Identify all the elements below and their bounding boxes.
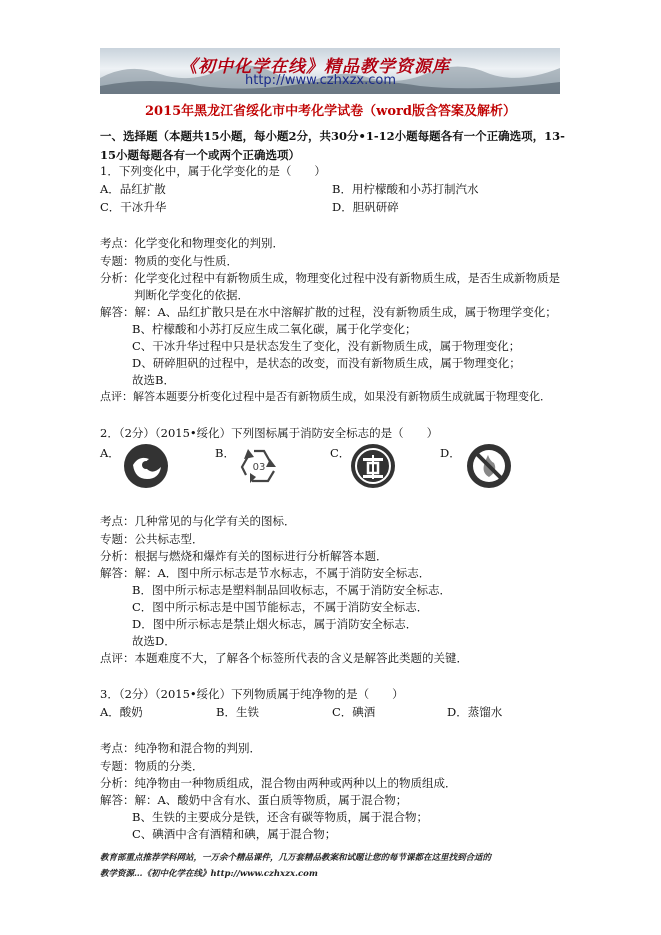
q1-zhuanti: 专题：物质的变化与性质． <box>100 254 238 268</box>
q1-jieda-line5: 故选B． <box>132 373 175 387</box>
q2-jieda-line4: D．图中所示标志是禁止烟火标志，属于消防安全标志． <box>132 617 418 631</box>
q3-jieda-line3: C、碘酒中含有酒精和碘，属于混合物； <box>132 827 337 841</box>
q2-jieda-line5: 故选D． <box>132 634 176 648</box>
q1-option-d: D．胆矾研碎 <box>332 200 399 214</box>
q3-zhuanti: 专题：物质的分类． <box>100 759 204 773</box>
q3-jieda-line1: 解答：解：A、酸奶中含有水、蛋白质等物质，属于混合物； <box>100 793 408 807</box>
banner-title: 《初中化学在线》精品教学资源库 <box>180 57 450 77</box>
q2-stem: 2．（2分）（2015•绥化）下列图标属于消防安全标志的是（ ） <box>100 426 439 440</box>
footer-line1: 教育部重点推荐学科网站，一万余个精品课件，几万套精品教案和试题让您的每节课都在这里找到合适的 <box>100 853 492 863</box>
recycle-code-text: 03 <box>252 462 266 473</box>
q1-kaodian: 考点：化学变化和物理变化的判别． <box>100 236 284 250</box>
q2-jieda-line1: 解答：解：A．图中所示标志是节水标志，不属于消防安全标志． <box>100 566 431 580</box>
q1-fenxi-line2: 判断化学变化的依据． <box>134 288 249 302</box>
banner-url-link[interactable]: http://www.czhxzx.com <box>245 73 396 88</box>
q3-fenxi: 分析：纯净物由一种物质组成，混合物由两种或两种以上的物质组成． <box>100 776 457 790</box>
q1-jieda-line4: D、研碎胆矾的过程中，是状态的改变，而没有新物质生成，属于物理变化； <box>132 356 521 370</box>
q2-kaodian: 考点：几种常见的与化学有关的图标． <box>100 514 296 528</box>
footer-line2[interactable]: 教学资源…《初中化学在线》http://www.czhxzx.com <box>100 869 318 879</box>
q3-stem: 3．（2分）（2015•绥化）下列物质属于纯净物的是（ ） <box>100 687 404 701</box>
section-heading: 一、选择题（本题共15小题，每小题2分，共30分•1-12小题每题各有一个正确选项，13-15小题每题各有一个或两个正确选项） <box>100 129 565 162</box>
q3-jieda-line2: B、生铁的主要成分是铁，还含有碳等物质，属于混合物； <box>132 810 428 824</box>
q2-jieda-line3: C．图中所示标志是中国节能标志，不属于消防安全标志． <box>132 600 429 614</box>
q1-option-a: A．品红扩散 <box>100 182 166 196</box>
document-title: 2015年黑龙江省绥化市中考化学试卷（word版含答案及解析） <box>145 104 516 119</box>
q3-option-b: B．生铁 <box>216 705 259 719</box>
q2-fenxi: 分析：根据与燃烧和爆炸有关的图标进行分析解答本题． <box>100 549 388 563</box>
q2-option-c: C． <box>330 446 351 460</box>
q1-jieda-line1: 解答：解：A、品红扩散只是在水中溶解扩散的过程，没有新物质生成，属于物理学变化； <box>100 305 557 319</box>
q1-option-b: B．用柠檬酸和小苏打制汽水 <box>332 182 479 196</box>
energy-saving-icon <box>350 443 396 489</box>
no-fire-icon <box>466 443 512 489</box>
q2-dianping: 点评：本题难度不大，了解各个标签所代表的含义是解答此类题的关键． <box>100 651 468 665</box>
header-banner <box>100 48 560 94</box>
q2-zhuanti: 专题：公共标志型． <box>100 532 204 546</box>
page-footer <box>100 850 570 882</box>
q3-option-a: A．酸奶 <box>100 705 143 719</box>
q1-stem: 1．下列变化中，属于化学变化的是（ ） <box>100 164 326 178</box>
q1-option-c: C．干冰升华 <box>100 200 167 214</box>
q1-jieda-line3: C、干冰升华过程中只是状态发生了变化，没有新物质生成，属于物理变化； <box>132 339 521 353</box>
q2-option-a: A． <box>100 446 120 460</box>
q2-option-b: B． <box>215 446 235 460</box>
q3-option-c: C．碘酒 <box>332 705 376 719</box>
plastic-recycling-icon <box>236 443 282 489</box>
q3-option-d: D．蒸馏水 <box>447 705 503 719</box>
q2-jieda-line2: B．图中所示标志是塑料制品回收标志，不属于消防安全标志． <box>132 583 451 597</box>
water-saving-icon <box>123 443 169 489</box>
q1-dianping: 点评：解答本题要分析变化过程中是否有新物质生成，如果没有新物质生成就属于物理变化． <box>100 390 551 403</box>
q1-fenxi-line1: 分析：化学变化过程中有新物质生成，物理变化过程中没有新物质生成，是否生成新物质是 <box>100 271 560 285</box>
q2-option-d: D． <box>440 446 461 460</box>
q1-jieda-line2: B、柠檬酸和小苏打反应生成二氧化碳，属于化学变化； <box>132 322 417 336</box>
q3-kaodian: 考点：纯净物和混合物的判别． <box>100 741 261 755</box>
